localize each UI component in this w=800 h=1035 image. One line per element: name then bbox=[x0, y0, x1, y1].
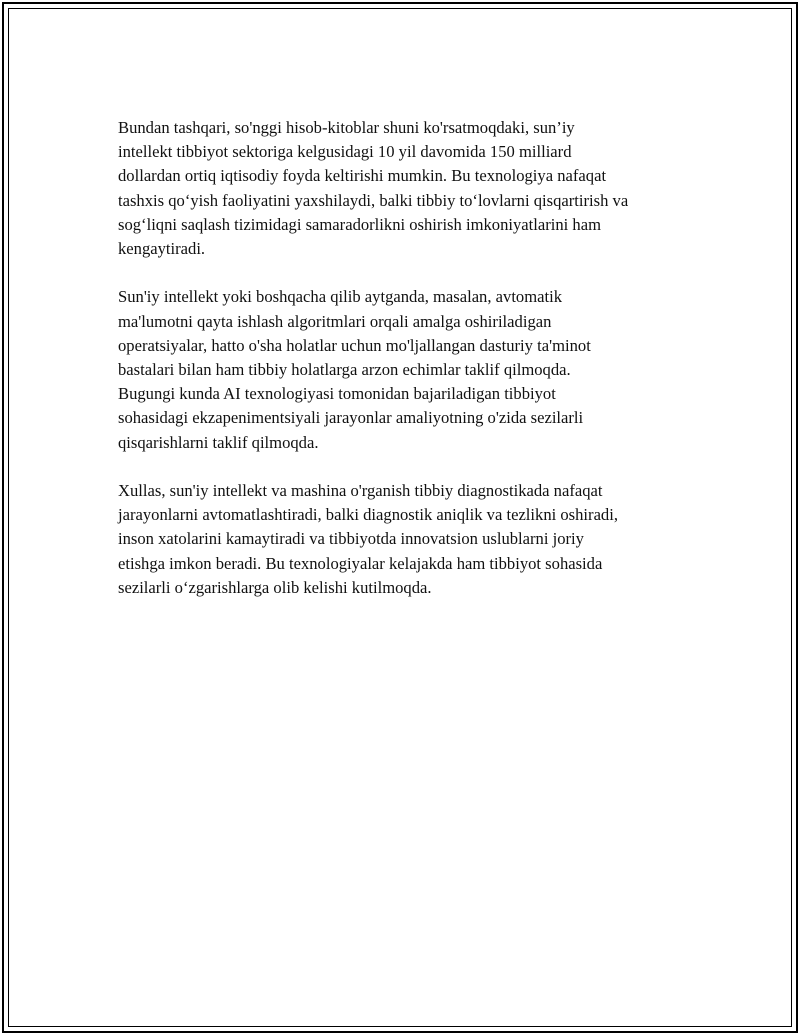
paragraph-line: Sun'iy intellekt yoki boshqacha qilib aytganda, masalan, avtomatik bbox=[118, 287, 563, 307]
paragraph-line: Xullas, sun'iy intellekt va mashina o'rganish tibbiy diagnostikada nafaqat bbox=[118, 481, 603, 501]
paragraph-line: Bundan tashqari, so'nggi hisob-kitoblar shuni ko'rsatmoqdaki, sun’iy bbox=[118, 118, 575, 137]
paragraph-line: operatsiyalar, hatto o'sha holatlar uchun mo'ljallangan dasturiy ta'minot bbox=[118, 335, 591, 355]
paragraph-line: ma'lumotni qayta ishlash algoritmlari orqali amalga oshiriladigan bbox=[118, 311, 552, 331]
paragraph-line: dollardan ortiq iqtisodiy foyda keltirishi mumkin. Bu texnologiya nafaqat bbox=[118, 166, 607, 186]
paragraph-line: Bugungi kunda AI texnologiyasi tomonidan bajariladigan tibbiyot bbox=[118, 384, 556, 404]
paragraph-line: etishga imkon beradi. Bu texnologiyalar kelajakda ham tibbiyot sohasida bbox=[118, 553, 603, 573]
paragraph-line: inson xatolarini kamaytiradi va tibbiyotda innovatsion uslublarni joriy bbox=[118, 529, 584, 549]
paragraph-2 bbox=[118, 285, 688, 454]
paragraph-line: tashxis qo‘yish faoliyatini yaxshilaydi, balki tibbiy to‘lovlarni qisqartirish va bbox=[118, 190, 629, 210]
paragraph-1 bbox=[118, 116, 688, 261]
paragraph-3 bbox=[118, 479, 688, 600]
paragraph-line: bastalari bilan ham tibbiy holatlarga arzon echimlar taklif qilmoqda. bbox=[118, 360, 571, 380]
paragraph-line: jarayonlarni avtomatlashtiradi, balki diagnostik aniqlik va tezlikni oshiradi, bbox=[118, 505, 618, 525]
paragraph-line: kengaytiradi. bbox=[118, 239, 206, 259]
paragraph-line: qisqarishlarni taklif qilmoqda. bbox=[118, 432, 319, 452]
paragraph-line: intellekt tibbiyot sektoriga kelgusidagi 10 yil davomida 150 milliard bbox=[118, 142, 572, 162]
document-body bbox=[118, 116, 688, 600]
paragraph-line: sohasidagi ekzapenimentsiyali jarayonlar amaliyotning o'zida sezilarli bbox=[118, 408, 584, 428]
paragraph-line: sog‘liqni saqlash tizimidagi samaradorlikni oshirish imkoniyatlarini ham bbox=[118, 214, 601, 234]
paragraph-line: sezilarli o‘zgarishlarga olib kelishi kutilmoqda. bbox=[118, 577, 432, 597]
